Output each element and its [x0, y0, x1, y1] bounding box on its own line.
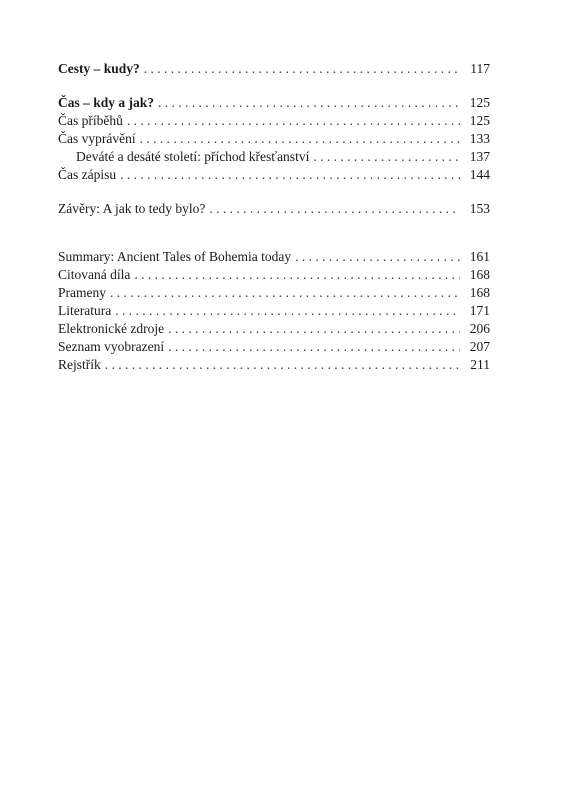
toc-entry-title: Literatura	[58, 303, 112, 318]
toc-entry-page: 168	[469, 267, 490, 282]
toc-entry-title: Cesty – kudy?	[58, 61, 140, 76]
toc-entry-title: Summary: Ancient Tales of Bohemia today	[58, 249, 292, 264]
toc-entry	[58, 302, 490, 320]
toc-entry-title: Rejstřík	[58, 357, 101, 372]
toc-entry-page: 137	[469, 149, 490, 164]
toc-entry-page: 161	[469, 249, 490, 264]
toc-entry	[58, 356, 490, 374]
toc-entry	[58, 130, 490, 148]
leader-dots	[313, 148, 460, 166]
leader-dots	[110, 284, 460, 302]
leader-dots	[144, 60, 460, 78]
toc-entry-page: 206	[469, 321, 490, 336]
leader-dots	[115, 302, 460, 320]
toc-entry-title: Závěry: A jak to tedy bylo?	[58, 201, 206, 216]
toc-entry-title: Deváté a desáté století: příchod křesťanství	[76, 149, 310, 164]
toc-entry-title: Citovaná díla	[58, 267, 131, 282]
leader-dots	[127, 112, 460, 130]
toc-entry-title: Prameny	[58, 285, 106, 300]
toc-entry	[58, 320, 490, 338]
leader-dots	[209, 200, 460, 218]
leader-dots	[295, 248, 460, 266]
toc-entry-page: 144	[469, 167, 490, 182]
leader-dots	[140, 130, 460, 148]
toc-entry-page: 133	[469, 131, 490, 146]
toc-entry-page: 207	[469, 339, 490, 354]
toc-entry-title: Čas příběhů	[58, 113, 123, 128]
leader-dots	[105, 356, 460, 374]
toc-entry	[58, 284, 490, 302]
toc-entry-page: 168	[469, 285, 490, 300]
leader-dots	[168, 320, 460, 338]
leader-dots	[168, 338, 460, 356]
toc-entry-page: 171	[469, 303, 490, 318]
toc-entry	[58, 248, 490, 266]
toc-entry-title: Čas vyprávění	[58, 131, 136, 146]
toc-entry-title: Elektronické zdroje	[58, 321, 165, 336]
toc-entry-page: 125	[469, 113, 490, 128]
toc-entry	[58, 60, 490, 78]
toc-entry	[58, 94, 490, 112]
toc-entry	[58, 200, 490, 218]
toc-entry-title: Čas – kdy a jak?	[58, 95, 155, 110]
leader-dots	[158, 94, 460, 112]
toc-entry-page: 211	[470, 357, 490, 372]
toc-entry	[58, 338, 490, 356]
leader-dots	[120, 166, 460, 184]
toc-entry-page: 117	[470, 61, 490, 76]
toc-entry	[58, 112, 490, 130]
toc-entry-title: Seznam vyobrazení	[58, 339, 165, 354]
leader-dots	[134, 266, 460, 284]
toc-subentry	[58, 148, 490, 166]
toc-entry	[58, 166, 490, 184]
toc-entry-title: Čas zápisu	[58, 167, 117, 182]
table-of-contents	[58, 60, 490, 374]
toc-entry-page: 153	[469, 201, 490, 216]
toc-entry	[58, 266, 490, 284]
toc-entry-page: 125	[469, 95, 490, 110]
